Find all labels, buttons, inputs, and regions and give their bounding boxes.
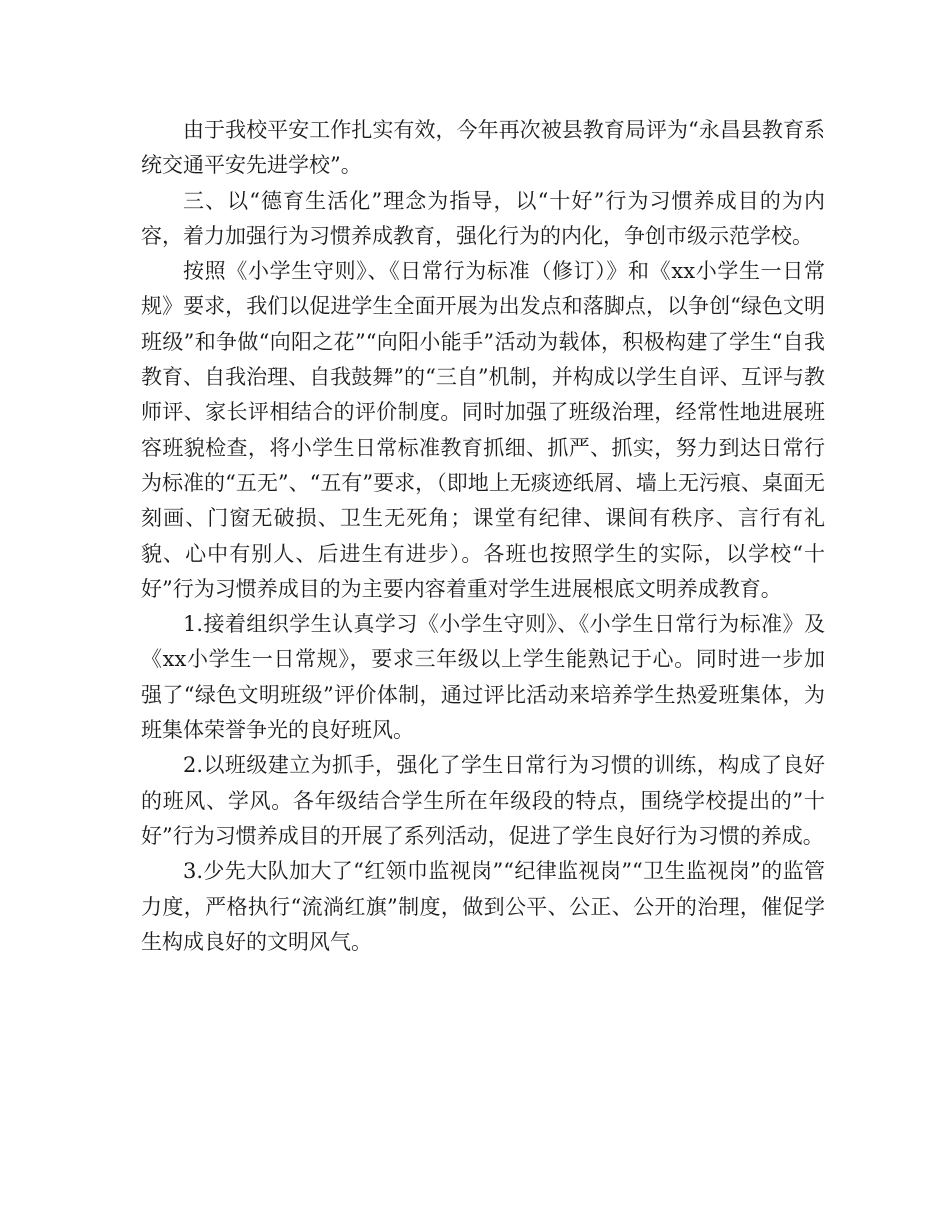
paragraph-item-1: 1.接着组织学生认真学习《小学生守则》、《小学生日常行为标准》及《xx小学生一日常规》，要求三年级以上学生能熟记于心。同时进一步加强了“绿色文明班级”评价体制，通过评比活动来培养学生热爱班集体，为班集体荣誉争光的良好班风。 [141,612,825,743]
paragraph-item-3: 3.少先大队加大了“红领巾监视岗”“纪律监视岗”“卫生监视岗”的监管力度，严格执行“流淌红旗”制度，做到公平、公正、公开的治理，催促学生构成良好的文明风气。 [141,859,825,954]
paragraph-safety-award: 由于我校平安工作扎实有效，今年再次被县教育局评为“永昌县教育系统交通平安先进学校”。 [141,118,825,178]
document-body [141,113,825,960]
paragraph-code-of-conduct: 按照《小学生守则》、《日常行为标准（修订）》和《xx小学生一日常规》要求，我们以促进学生全面开展为出发点和落脚点，以争创“绿色文明班级”和争做“向阳之花”“向阳小能手”活动为载体，积极构建了学生“自我教育、自我治理、自我鼓舞”的“三自”机制，并构成以学生自评、互评与教师评、家长评相结合的评价制度。同时加强了班级治理，经常性地进展班容班貌检查，将小学生日常标准教育抓细、抓严、抓实，努力到达日常行为标准的“五无”、“五有”要求，（即地上无痰迹纸屑、墙上无污痕、桌面无刻画、门窗无破损、卫生无死角；课堂有纪律、课间有秩序、言行有礼貌、心中有别人、后进生有进步）。各班也按照学生的实际，以学校“十好”行为习惯养成目的为主要内容着重对学生进展根底文明养成教育。 [141,259,825,601]
paragraph-section-three-heading: 三、以“德育生活化”理念为指导，以“十好”行为习惯养成目的为内容，着力加强行为习惯养成教育，强化行为的内化，争创市级示范学校。 [141,188,825,248]
paragraph-item-2: 2.以班级建立为抓手，强化了学生日常行为习惯的训练，构成了良好的班风、学风。各年级结合学生所在年级段的特点，围绕学校提出的”十好”行为习惯养成目的开展了系列活动，促进了学生良好行为习惯的养成。 [141,753,825,848]
